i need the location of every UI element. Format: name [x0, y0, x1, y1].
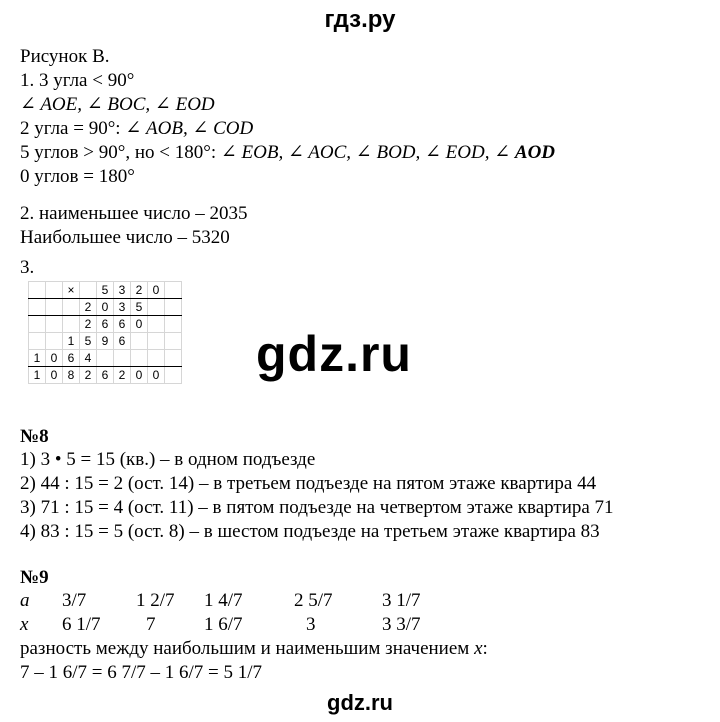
difference-variable: x [474, 638, 483, 659]
grid-cell: 2 [131, 282, 148, 299]
site-header: гдз.ру [324, 6, 396, 33]
grid-cell: × [63, 282, 80, 299]
grid-cell [29, 299, 46, 316]
x-value: 3 [306, 614, 316, 635]
grid-cell [80, 282, 97, 299]
difference-colon: : [482, 638, 488, 659]
grid-cell [46, 333, 63, 350]
grid-row [29, 333, 182, 350]
angles-acute-list: ∠ AOE, ∠ BOC, ∠ EOD [20, 94, 215, 115]
grid-cell [29, 333, 46, 350]
grid-cell: 5 [131, 299, 148, 316]
x-value: 3 3/7 [382, 614, 421, 635]
grid-cell: 0 [131, 316, 148, 333]
angles-obtuse [20, 141, 555, 165]
max-number: Наибольшее число – 5320 [20, 227, 230, 248]
grid-cell [63, 299, 80, 316]
grid-cell [131, 350, 148, 367]
grid-cell: 2 [80, 299, 97, 316]
grid-cell: 3 [114, 282, 131, 299]
x-value: 7 [146, 614, 156, 635]
grid-cell: 0 [46, 350, 63, 367]
task8-line-4: 4) 83 : 15 = 5 (ост. 8) – в шестом подъезде на третьем этаже квартира 83 [20, 521, 600, 542]
a-value: 2 5/7 [294, 590, 333, 611]
grid-cell [29, 282, 46, 299]
a-value: 1 2/7 [136, 590, 175, 611]
angles-obtuse-list: ∠ EOB, ∠ AOC, ∠ BOD, ∠ EOD, ∠ [220, 142, 515, 163]
grid-cell [165, 333, 182, 350]
grid-cell: 9 [97, 333, 114, 350]
grid-cell: 0 [148, 282, 165, 299]
grid-cell [46, 316, 63, 333]
task3-label: 3. [20, 257, 35, 278]
grid-cell: 6 [114, 316, 131, 333]
grid-cell [46, 282, 63, 299]
grid-cell [165, 316, 182, 333]
task9-x-label: x [20, 614, 29, 635]
grid-cell: 0 [131, 367, 148, 384]
angles-straight: 0 углов = 180° [20, 166, 135, 187]
grid-cell: 1 [29, 367, 46, 384]
grid-cell: 0 [46, 367, 63, 384]
a-value: 1 4/7 [204, 590, 243, 611]
grid-cell [148, 316, 165, 333]
angles-obtuse-label: 5 углов > 90°, но < 180°: [20, 142, 221, 163]
angles-right-label: 2 угла = 90°: [20, 118, 126, 139]
grid-row [29, 299, 182, 316]
grid-cell: 6 [97, 367, 114, 384]
task8-line-2: 2) 44 : 15 = 2 (ост. 14) – в третьем подъезде на пятом этаже квартира 44 [20, 473, 597, 494]
angles-obtuse-last: AOD [514, 142, 556, 163]
grid-cell: 6 [63, 350, 80, 367]
figure-title: Рисунок В. [20, 46, 110, 67]
watermark: gdz.ru [256, 326, 412, 382]
grid-cell [29, 316, 46, 333]
grid-cell: 2 [80, 316, 97, 333]
grid-cell: 2 [114, 367, 131, 384]
min-number: 2. наименьшее число – 2035 [20, 203, 248, 224]
angles-right-list: ∠ AOB, ∠ COD [125, 118, 254, 139]
task8-title: №8 [20, 426, 49, 447]
angles-acute: 1. 3 угла < 90° [20, 70, 135, 91]
x-value: 6 1/7 [62, 614, 101, 635]
difference-label: разность между наибольшим и наименьшим значением [20, 638, 475, 659]
grid-cell: 1 [63, 333, 80, 350]
grid-row [29, 350, 182, 367]
grid-row [29, 316, 182, 333]
grid-cell [97, 350, 114, 367]
grid-cell [165, 282, 182, 299]
a-value: 3 1/7 [382, 590, 421, 611]
grid-cell [165, 299, 182, 316]
grid-cell [148, 299, 165, 316]
angles-right [20, 117, 253, 141]
grid-cell: 1 [29, 350, 46, 367]
grid-cell [63, 316, 80, 333]
grid-cell [114, 350, 131, 367]
grid-cell [148, 333, 165, 350]
task9-difference-calc: 7 – 1 6/7 = 6 7/7 – 1 6/7 = 5 1/7 [20, 662, 263, 683]
grid-cell [46, 299, 63, 316]
grid-row [29, 282, 182, 299]
grid-cell [165, 367, 182, 384]
grid-cell [148, 350, 165, 367]
grid-cell: 0 [148, 367, 165, 384]
task9-difference-text [20, 637, 488, 661]
grid-cell: 3 [114, 299, 131, 316]
task8-line-3: 3) 71 : 15 = 4 (ост. 11) – в пятом подъезде на четвертом этаже квартира 71 [20, 497, 614, 518]
task8-line-1: 1) 3 • 5 = 15 (кв.) – в одном подъезде [20, 449, 316, 470]
a-value: 3/7 [62, 590, 87, 611]
grid-cell: 8 [63, 367, 80, 384]
multiplication-grid [28, 281, 182, 384]
task9-a-label: a [20, 590, 30, 611]
x-value: 1 6/7 [204, 614, 243, 635]
grid-cell [165, 350, 182, 367]
grid-cell: 2 [80, 367, 97, 384]
task9-title: №9 [20, 567, 49, 588]
grid-cell: 6 [114, 333, 131, 350]
grid-cell [131, 333, 148, 350]
grid-cell: 0 [97, 299, 114, 316]
grid-row [29, 367, 182, 384]
grid-cell: 5 [80, 333, 97, 350]
grid-cell: 5 [97, 282, 114, 299]
grid-cell: 4 [80, 350, 97, 367]
site-footer: gdz.ru [327, 690, 393, 715]
grid-cell: 6 [97, 316, 114, 333]
